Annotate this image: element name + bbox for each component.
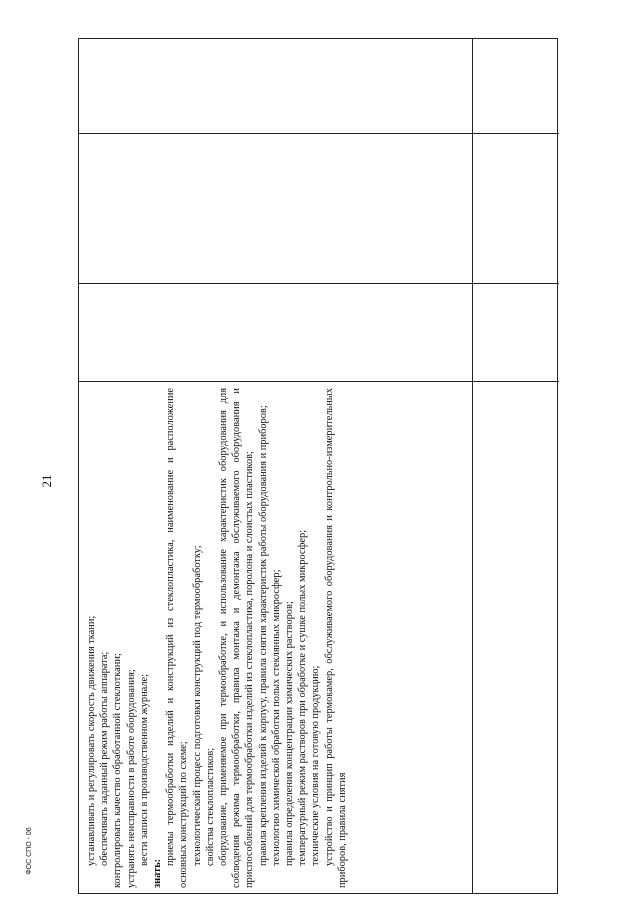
page-number: 21 bbox=[39, 474, 54, 488]
text-line: устанавливать и регулировать скорость движения ткани; bbox=[86, 615, 97, 866]
text-line: знать: bbox=[152, 858, 164, 888]
text-line: технологию химической обработки полых стеклянных микросфер; bbox=[270, 569, 282, 866]
text-line: свойства стеклопластиков; bbox=[204, 747, 216, 866]
table-divider bbox=[79, 133, 559, 134]
text-line: температурный режим растворов при обработке и сушке полых микросфер; bbox=[297, 529, 309, 866]
text-line: контролировать качество обработанной стеклоткани; bbox=[112, 653, 124, 888]
competency-table bbox=[78, 38, 558, 894]
table-divider bbox=[79, 283, 559, 284]
text-line: правила определения концентрации химических растворов; bbox=[284, 601, 296, 866]
text-line: устройство и принцип работы термокамер, обслуживаемого оборудования и контрольно-измерительных приборов, правила снятия bbox=[323, 388, 348, 888]
text-line: обеспечивать заданный режим работы аппарата; bbox=[99, 651, 111, 866]
text-line: технологический процесс подготовки конструкций под термообработку; bbox=[191, 545, 203, 866]
cell-content bbox=[85, 388, 555, 888]
text-line: устранять неисправности в работе оборудования; bbox=[125, 669, 137, 888]
footer-code: ФОС СПО - 06 bbox=[26, 827, 33, 875]
text-line: вести записи в производственном журнале; bbox=[138, 673, 150, 866]
text-line: приемы термообработки изделий и конструкций из стеклопластика, наименование и расположение основных конструкций по схеме; bbox=[165, 388, 190, 888]
text-line: правила крепления изделий к корпусу, правила снятия характеристик работы оборудования и приборов; bbox=[257, 405, 269, 866]
text-line: технические условия на готовую продукцию; bbox=[310, 665, 322, 866]
text-line: оборудование, применяемое при термообработке, и использование характеристик оборудования для соблюдения режима термообработки, правила монтажа и демонтажа обслуживаемого оборудования и приспособлений для термообработки изделий из стеклопластика, поролона и слоистых пластиков; bbox=[218, 388, 256, 888]
cell-content-wrap bbox=[79, 381, 560, 895]
